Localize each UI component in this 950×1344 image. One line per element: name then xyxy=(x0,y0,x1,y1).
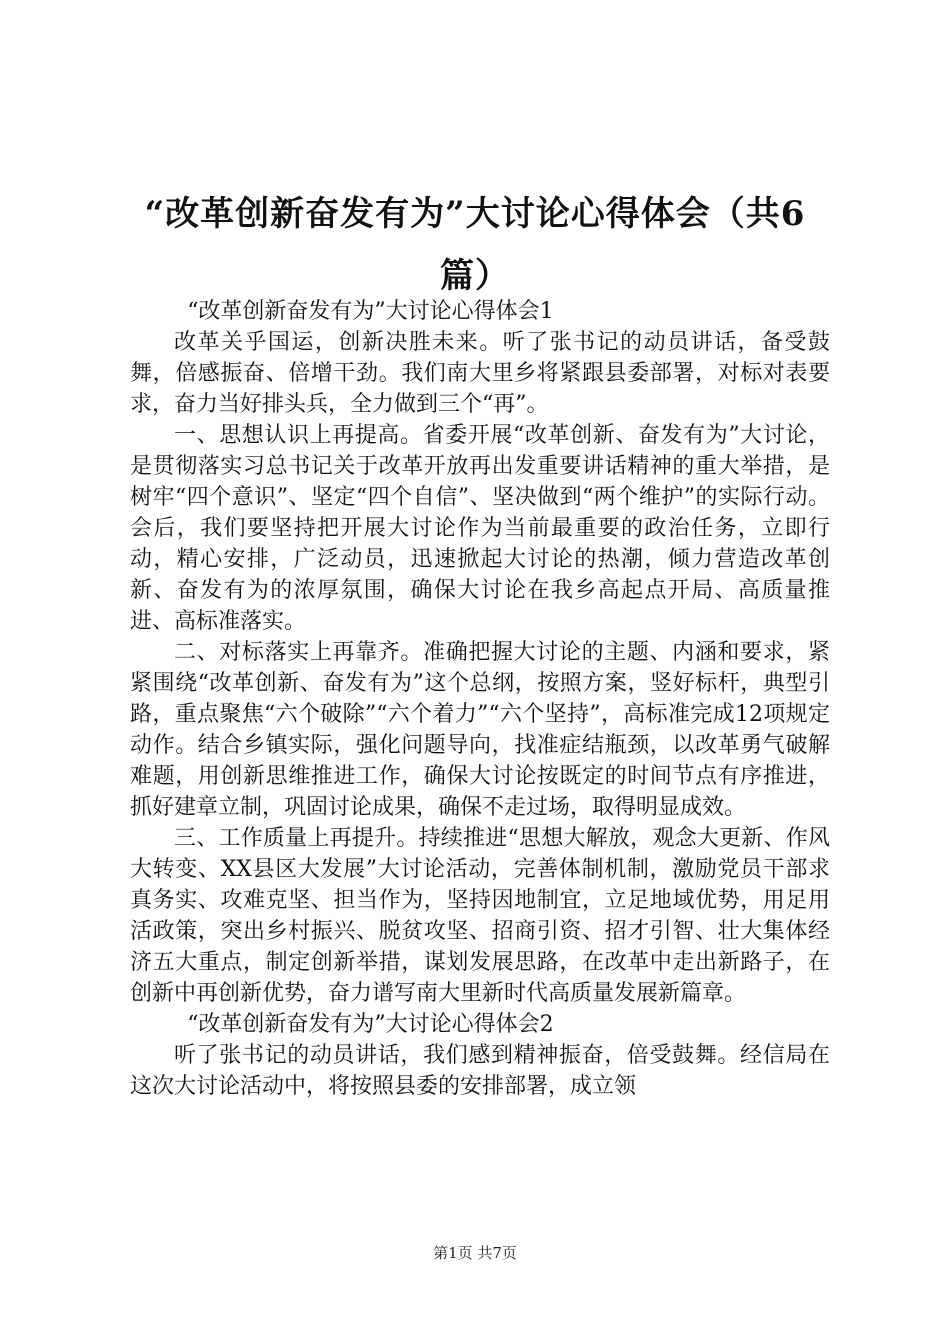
body-paragraph: 一、思想认识上再提高。省委开展“改革创新、奋发有为”大讨论，是贯彻落实习总书记关于改革开放再出发重要讲话精神的重大举措，是树牢“四个意识”、坚定“四个自信”、坚决做到“两个维护”的实际行动。会后，我们要坚持把开展大讨论作为当前最重要的政治任务，立即行动，精心安排，广泛动员，迅速掀起大讨论的热潮，倾力营造改革创新、奋发有为的浓厚氛围，确保大讨论在我乡高起点开局、高质量推进、高标准落实。 xyxy=(130,423,830,634)
section-heading: “改革创新奋发有为”大讨论心得体会1 xyxy=(187,299,554,324)
body-paragraph: 改革关乎国运，创新决胜未来。听了张书记的动员讲话，备受鼓舞，倍感振奋、倍增干劲。我们南大里乡将紧跟县委部署，对标对表要求，奋力当好排头兵，全力做到三个“再”。 xyxy=(130,330,830,417)
page-number-footer: 第1页 共7页 xyxy=(433,1244,517,1262)
body-paragraph: 三、工作质量上再提升。持续推进“思想大解放，观念大更新、作风大转变、XX县区大发展”大讨论活动，完善体制机制，激励党员干部求真务实、攻难克坚、担当作为，坚持因地制宜，立足地域优势，用足用活政策，突出乡村振兴、脱贫攻坚、招商引资、招才引智、壮大集体经济五大重点，制定创新举措，谋划发展思路，在改革中走出新路子，在创新中再创新优势，奋力谱写南大里新时代高质量发展新篇章。 xyxy=(130,826,830,1006)
body-paragraph: 二、对标落实上再靠齐。准确把握大讨论的主题、内涵和要求，紧紧围绕“改革创新、奋发有为”这个总纲，按照方案，竖好标杆，典型引路，重点聚焦“六个破除”“六个着力”“六个坚持”，高标准完成12项规定动作。结合乡镇实际，强化问题导向，找准症结瓶颈，以改革勇气破解难题，用创新思维推进工作，确保大讨论按既定的时间节点有序推进，抓好建章立制，巩固讨论成果，确保不走过场，取得明显成效。 xyxy=(130,640,830,820)
document-title: “改革创新奋发有为”大讨论心得体会（共6篇） xyxy=(144,193,806,296)
document-body xyxy=(130,296,830,1102)
body-paragraph: 听了张书记的动员讲话，我们感到精神振奋，倍受鼓舞。经信局在这次大讨论活动中，将按照县委的安排部署，成立领 xyxy=(130,1043,830,1099)
section-heading: “改革创新奋发有为”大讨论心得体会2 xyxy=(187,1012,554,1037)
